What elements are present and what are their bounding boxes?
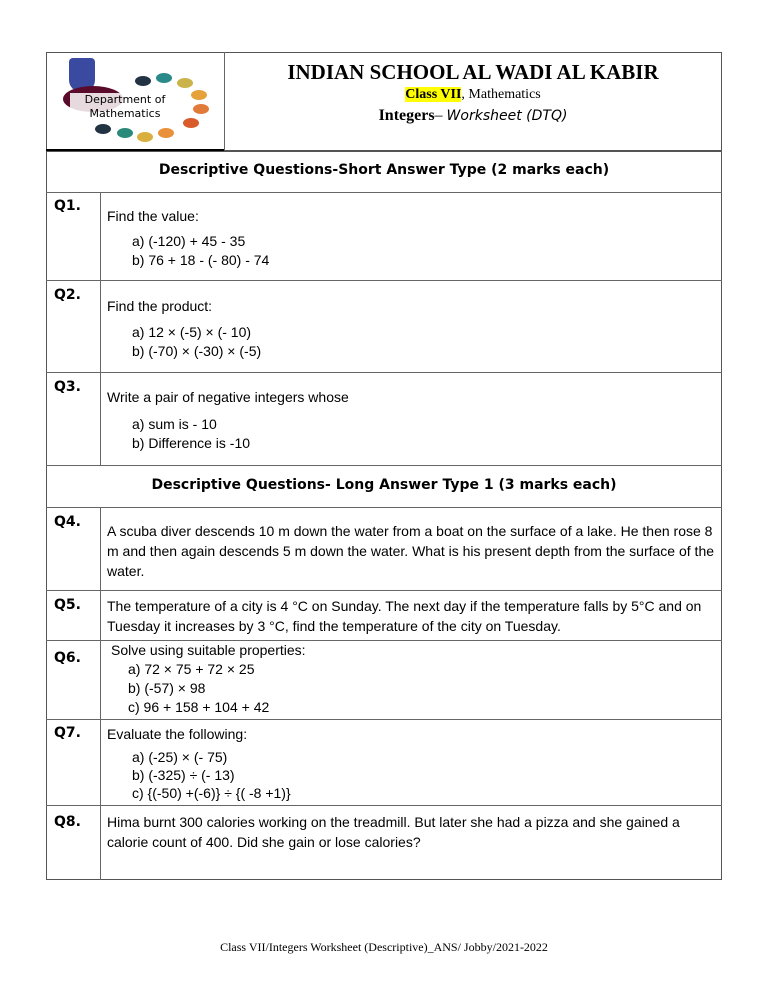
question-text: The temperature of a city is 4 °C on Sunday. The next day if the temperature falls by 5°C and on Tuesday it increases by 3 °C, find the temperature of the city on Tuesday. — [107, 598, 702, 634]
class-subject — [224, 87, 722, 103]
row-divider — [46, 719, 722, 720]
worksheet-type: Worksheet (DTQ) — [446, 108, 568, 124]
question-text: Hima burnt 300 calories working on the treadmill. But later she had a pizza and she gained a calorie count of 400. Did she gain or lose calories? — [107, 814, 680, 850]
question-number: Q6. — [54, 650, 81, 666]
column-divider — [100, 507, 101, 880]
row-divider — [46, 372, 722, 373]
question-text: Find the product: — [107, 298, 213, 314]
worksheet-title — [224, 107, 722, 125]
question-text: Write a pair of negative integers whose — [107, 389, 349, 405]
topic: Integers — [378, 107, 435, 124]
logo-dot — [191, 90, 207, 100]
question-part: a) (-25) × (- 75) — [132, 749, 228, 765]
question-part: c) {(-50) +(-6)} ÷ {( -8 +1)} — [132, 785, 291, 801]
section-heading-long: Descriptive Questions- Long Answer Type 1 (3 marks each) — [151, 477, 617, 493]
row-divider — [46, 280, 722, 281]
question-number: Q7. — [54, 725, 81, 741]
question-number: Q4. — [54, 514, 81, 530]
question-text: Find the value: — [107, 208, 199, 224]
question-number: Q2. — [54, 287, 81, 303]
section-heading-short: Descriptive Questions-Short Answer Type (2 marks each) — [158, 162, 610, 178]
question-part: a) 12 × (-5) × (- 10) — [132, 324, 252, 340]
footer: Class VII/Integers Worksheet (Descriptive)_ANS/ Jobby/2021-2022 — [220, 940, 548, 954]
logo-dot — [137, 132, 153, 142]
question-part: b) (-70) × (-30) × (-5) — [132, 343, 262, 359]
question-part: b) 76 + 18 - (- 80) - 74 — [132, 252, 270, 268]
question-part: a) (-120) + 45 - 35 — [132, 233, 246, 249]
logo-dot — [95, 124, 111, 134]
class-label: Class VII — [405, 87, 462, 102]
column-divider — [100, 192, 101, 465]
question-number: Q1. — [54, 198, 81, 214]
logo-dot — [183, 118, 199, 128]
row-divider — [46, 805, 722, 806]
logo-dot — [156, 73, 172, 83]
subject: , Mathematics — [461, 87, 541, 102]
question-part: a) sum is - 10 — [132, 416, 217, 432]
question-number: Q3. — [54, 379, 81, 395]
row-divider — [46, 590, 722, 591]
department-logo — [55, 56, 215, 146]
question-part: a) 72 × 75 + 72 × 25 — [128, 661, 255, 677]
question-part: b) Difference is -10 — [132, 435, 251, 451]
logo-dot — [117, 128, 133, 138]
logo-text: Department of Mathematics — [70, 93, 180, 121]
question-part: b) (-325) ÷ (- 13) — [132, 767, 235, 783]
row-divider — [46, 507, 722, 508]
row-divider — [46, 192, 722, 193]
question-number: Q8. — [54, 814, 81, 830]
question-number: Q5. — [54, 597, 81, 613]
question-part: c) 96 + 158 + 104 + 42 — [128, 699, 270, 715]
question-text: Evaluate the following: — [107, 726, 248, 742]
logo-dot — [177, 78, 193, 88]
school-name: INDIAN SCHOOL AL WADI AL KABIR — [287, 60, 659, 84]
question-text: Solve using suitable properties: — [111, 642, 306, 658]
logo-dot — [135, 76, 151, 86]
row-divider — [46, 465, 722, 466]
logo-dot — [158, 128, 174, 138]
dash: – — [434, 107, 447, 124]
question-part: b) (-57) × 98 — [128, 680, 206, 696]
logo-dot — [193, 104, 209, 114]
question-text: A scuba diver descends 10 m down the water from a boat on the surface of a lake. He then rose 8 m and then again descends 5 m down the water. What is his present depth from the surface of the water. — [107, 523, 715, 579]
